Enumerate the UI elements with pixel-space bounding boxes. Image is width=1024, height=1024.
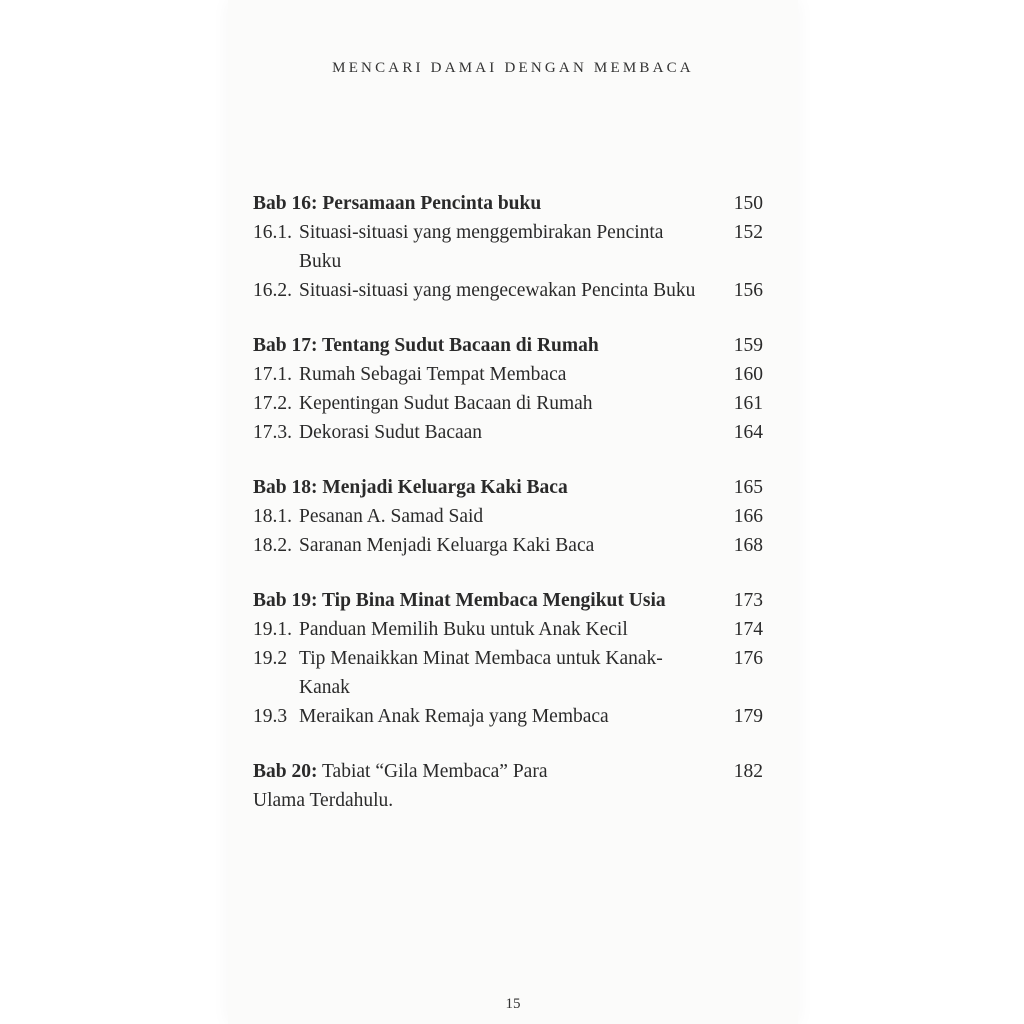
- chapter-title: [253, 757, 715, 815]
- page-number: 166: [733, 506, 763, 527]
- section-title: Dekorasi Sudut Bacaan: [299, 422, 483, 443]
- page-number: 173: [733, 590, 763, 611]
- chapter-heading: [253, 331, 763, 360]
- section-number: 19.3: [253, 706, 288, 727]
- chapter-heading: [253, 757, 763, 815]
- section-number: 18.1.: [253, 506, 292, 527]
- chapter-title: Bab 18: Menjadi Keluarga Kaki Baca: [253, 477, 568, 498]
- section-title: Panduan Memilih Buku untuk Anak Kecil: [299, 619, 628, 640]
- page-number: 179: [733, 706, 763, 727]
- page-number: 152: [733, 222, 763, 243]
- section-entry: [253, 389, 763, 418]
- section-number: 17.1.: [253, 364, 292, 385]
- section-title: Saranan Menjadi Keluarga Kaki Baca: [299, 535, 595, 556]
- section-title: Pesanan A. Samad Said: [299, 506, 484, 527]
- section-title: Situasi-situasi yang menggembirakan Pencinta Buku: [299, 222, 664, 272]
- section-number: 18.2.: [253, 535, 292, 556]
- page-number: 159: [733, 335, 763, 356]
- chapter-20: [253, 757, 763, 815]
- section-entry: [253, 531, 763, 560]
- section-number: 17.3.: [253, 422, 292, 443]
- page-number: 161: [733, 393, 763, 414]
- section-number: 19.1.: [253, 619, 292, 640]
- chapter-heading: [253, 189, 763, 218]
- chapter-title: Bab 19: Tip Bina Minat Membaca Mengikut Usia: [253, 590, 666, 611]
- chapter-title-rest: Tabiat “Gila Membaca” Para Ulama Terdahulu.: [253, 761, 548, 811]
- section-number: 19.2: [253, 648, 288, 669]
- chapter-18: [253, 473, 763, 560]
- chapter-title: Bab 16: Persamaan Pencinta buku: [253, 193, 542, 214]
- page-number: 164: [733, 422, 763, 443]
- running-head: MENCARI DAMAI DENGAN MEMBACA: [332, 60, 694, 76]
- section-entry: [253, 702, 763, 731]
- page-number: 156: [733, 280, 763, 301]
- chapter-heading: [253, 473, 763, 502]
- chapter-label: Bab 20:: [253, 761, 318, 782]
- section-entry: [253, 218, 763, 276]
- page-number: 160: [733, 364, 763, 385]
- table-of-contents: [253, 189, 763, 841]
- section-entry: [253, 418, 763, 447]
- page-number: 150: [733, 193, 763, 214]
- section-number: 16.1.: [253, 222, 292, 243]
- chapter-19: [253, 586, 763, 731]
- page-number: 168: [733, 535, 763, 556]
- section-title: Tip Menaikkan Minat Membaca untuk Kanak-Kanak: [299, 648, 663, 698]
- section-number: 16.2.: [253, 280, 292, 301]
- chapter-17: [253, 331, 763, 447]
- section-entry: [253, 502, 763, 531]
- section-entry: [253, 276, 763, 305]
- chapter-heading: [253, 586, 763, 615]
- section-entry: [253, 360, 763, 389]
- section-number: 17.2.: [253, 393, 292, 414]
- section-title: Rumah Sebagai Tempat Membaca: [299, 364, 567, 385]
- section-title: Meraikan Anak Remaja yang Membaca: [299, 706, 609, 727]
- page-number: 174: [733, 619, 763, 640]
- page-number: 182: [733, 761, 763, 782]
- section-title: Situasi-situasi yang mengecewakan Pencinta Buku: [299, 280, 696, 301]
- section-title: Kepentingan Sudut Bacaan di Rumah: [299, 393, 593, 414]
- section-entry: [253, 644, 763, 702]
- folio-page-number: 15: [505, 996, 521, 1012]
- section-entry: [253, 615, 763, 644]
- chapter-16: [253, 189, 763, 305]
- page-number: 176: [733, 648, 763, 669]
- page-number: 165: [733, 477, 763, 498]
- chapter-title: Bab 17: Tentang Sudut Bacaan di Rumah: [253, 335, 599, 356]
